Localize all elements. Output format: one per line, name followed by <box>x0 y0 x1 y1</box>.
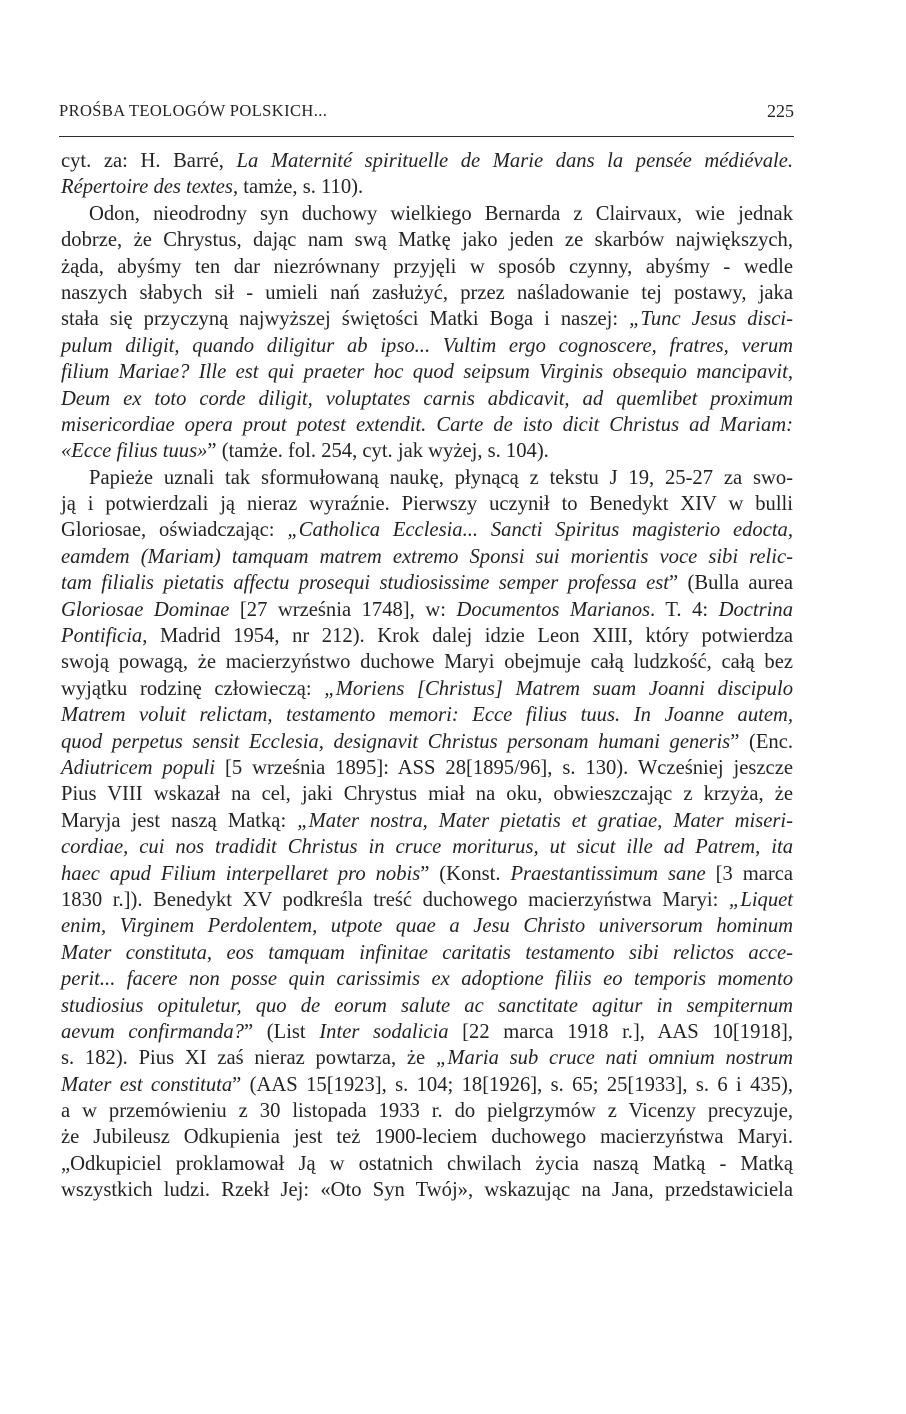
text-line: Maryja jest naszą Matką: „Mater nostra, Mater pietatis et gratiae, Mater miseri- <box>61 809 793 832</box>
text-line: Matrem voluit relictam, testamento memori: Ecce filius tuus. In Joanne autem, <box>61 704 793 727</box>
text-line: „Odkupiciel proklamował Ją w ostatnich chwilach życia naszą Matką - Matką <box>61 1152 793 1175</box>
text-line: żąda, abyśmy ten dar niezrównany przyjęli w sposób czynny, abyśmy - wedle <box>61 255 793 278</box>
text-line: Odon, nieodrodny syn duchowy wielkiego Bernarda z Clairvaux, wie jednak <box>89 202 793 225</box>
text-line: swoją powagą, że macierzyństwo duchowe Maryi obejmuje całą ludzkość, całą bez <box>61 651 793 674</box>
text-line: Adiutricem populi [5 września 1895]: ASS 28[1895/96], s. 130). Wcześniej jeszcze <box>61 756 793 779</box>
text-line: wszystkich ludzi. Rzekł Jej: «Oto Syn Twój», wskazując na Jana, przedstawiciela <box>61 1179 793 1202</box>
text-line: Papieże uznali tak sformułowaną naukę, płynącą z tekstu J 19, 25-27 za swo- <box>89 466 793 489</box>
text-line: Gloriosae Dominae [27 września 1748], w: Documentos Marianos. T. 4: Doctrina <box>61 598 793 621</box>
body-text <box>61 148 793 1204</box>
text-line: Deum ex toto corde diligit, voluptates carnis abdicavit, ad quemlibet proximum <box>61 387 793 410</box>
text-line: perit... facere non posse quin carissimis ex adoptione filiis eo temporis momento <box>61 968 793 991</box>
text-line: Répertoire des textes, tamże, s. 110). <box>61 176 364 199</box>
running-head-title: PROŚBA TEOLOGÓW POLSKICH... <box>59 101 328 120</box>
header-rule <box>59 136 794 137</box>
text-line: 1830 r.]). Benedykt XV podkreśla treść duchowego macierzyństwa Maryi: „Liquet <box>61 888 793 911</box>
text-line: a w przemówieniu z 30 listopada 1933 r. do pielgrzymów z Vicenzy precyzuje, <box>61 1100 793 1123</box>
running-header <box>59 101 794 131</box>
text-line: Pontificia, Madrid 1954, nr 212). Krok dalej idzie Leon XIII, który potwierdza <box>61 625 793 648</box>
text-line: filium Mariae? Ille est qui praeter hoc quod seipsum Virginis obsequio mancipavit, <box>61 361 793 384</box>
text-line: enim, Virginem Perdolentem, utpote quae a Jesu Christo universorum hominum <box>61 915 793 938</box>
text-line: Pius VIII wskazał na cel, jaki Chrystus miał na oku, obwieszczając z krzyża, że <box>61 783 793 806</box>
text-line: że Jubileusz Odkupienia jest też 1900-leciem duchowego macierzyństwa Maryi. <box>61 1126 793 1149</box>
text-line: studiosius opituletur, quo de eorum salute ac sanctitate agitur in sempiternum <box>61 994 793 1017</box>
text-line: stała się przyczyną najwyższej świętości Matki Boga i naszej: „Tunc Jesus disci- <box>61 308 793 331</box>
text-line: haec apud Filium interpellaret pro nobis” (Konst. Praestantissimum sane [3 marca <box>61 862 793 885</box>
text-line: eamdem (Mariam) tamquam matrem extremo Sponsi sui morientis voce sibi relic- <box>61 545 793 568</box>
text-line: tam filialis pietatis affectu prosequi studiosissime semper professa est” (Bulla aurea <box>61 572 793 595</box>
text-line: cyt. za: H. Barré, La Maternité spirituelle de Marie dans la pensée médiévale. <box>61 150 794 172</box>
text-line: cordiae, cui nos tradidit Christus in cruce moriturus, ut sicut ille ad Patrem, ita <box>61 836 793 859</box>
text-line: aevum confirmanda?” (List Inter sodalicia [22 marca 1918 r.], AAS 10[1918], <box>61 1020 793 1043</box>
page-number: 225 <box>767 101 794 121</box>
text-line: Gloriosae, oświadczając: „Catholica Ecclesia... Sancti Spiritus magisterio edocta, <box>61 519 794 542</box>
text-line: «Ecce filius tuus»” (tamże. fol. 254, cyt. jak wyżej, s. 104). <box>61 440 549 463</box>
text-line: misericordiae opera prout potest extendit. Carte de isto dicit Christus ad Mariam: <box>61 413 793 436</box>
text-line: s. 182). Pius XI zaś nieraz powtarza, że „Maria sub cruce nati omnium nostrum <box>61 1047 793 1070</box>
text-line: dobrze, że Chrystus, dając nam swą Matkę jako jeden ze skarbów największych, <box>61 229 793 252</box>
text-line: quod perpetus sensit Ecclesia, designavit Christus personam humani generis” (Enc. <box>61 730 793 753</box>
text-line: ją i potwierdzali ją nieraz wyraźnie. Pierwszy uczynił to Benedykt XIV w bulli <box>61 493 793 516</box>
text-line: Mater constituta, eos tamquam infinitae caritatis testamento sibi relictos acce- <box>61 941 793 964</box>
text-line: naszych słabych sił - umieli nań zasłużyć, przez naśladowanie tej postawy, jaka <box>61 281 793 304</box>
text-line: pulum diligit, quando diligitur ab ipso... Vultim ergo cognoscere, fratres, verum <box>61 334 793 357</box>
text-line: wyjątku rodzinę człowieczą: „Moriens [Christus] Matrem suam Joanni discipulo <box>61 677 793 700</box>
text-line: Mater est constituta” (AAS 15[1923], s. 104; 18[1926], s. 65; 25[1933], s. 6 i 435), <box>61 1073 794 1096</box>
